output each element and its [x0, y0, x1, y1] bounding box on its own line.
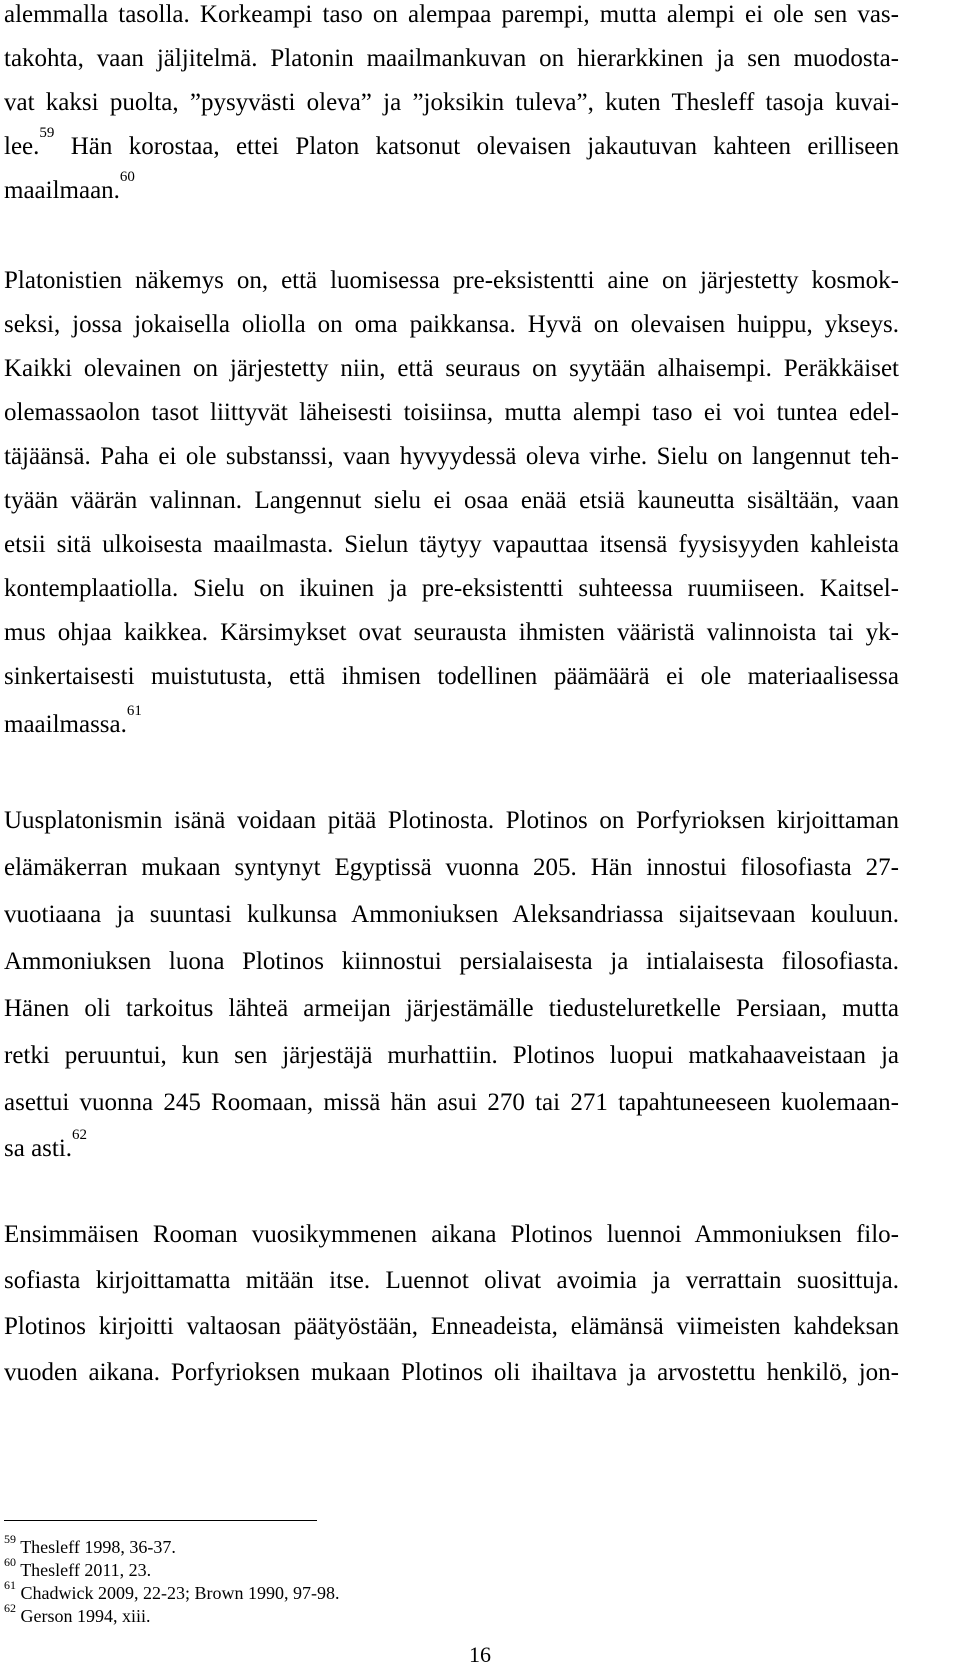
footnote-59	[4, 1532, 176, 1558]
text-line-with-footnote	[4, 1127, 88, 1164]
text-line: asettui vuonna 245 Roomaan, missä hän asui 270 tai 271 tapahtuneeseen kuolemaan-	[4, 1089, 899, 1116]
footnote-number: 59	[4, 1532, 16, 1546]
footnote-ref-59[interactable]: 59	[39, 125, 55, 141]
text-line: retki peruuntui, kun sen järjestäjä murhattiin. Plotinos luopui matkahaaveistaan ja	[4, 1042, 899, 1069]
text-line: olemassaolon tasot liittyvät läheisesti toisiinsa, mutta alempi taso ei voi tuntea edel-	[4, 399, 899, 426]
text-fragment: lee.	[4, 133, 40, 160]
text-line: sinkertaisesti muistutusta, että ihmisen todellinen päämäärä ei ole materiaalisessa	[4, 663, 899, 690]
text-line: täjäänsä. Paha ei ole substanssi, vaan hyvyydessä oleva virhe. Sielu on langennut teh-	[4, 443, 899, 470]
text-line: alemmalla tasolla. Korkeampi taso on alempaa parempi, mutta alempi ei ole sen vas-	[4, 1, 899, 28]
text-fragment: maailmaan.	[4, 177, 120, 204]
text-line-with-footnote	[4, 169, 135, 206]
text-fragment: sa asti.	[4, 1135, 73, 1162]
text-line: Plotinos kirjoitti valtaosan päätyöstään, Enneadeista, elämänsä viimeisten kahdeksan	[4, 1313, 899, 1340]
text-line: kontemplaatiolla. Sielu on ikuinen ja pre-eksistentti suhteessa ruumiiseen. Kaitsel-	[4, 575, 899, 602]
footnote-ref-60[interactable]: 60	[119, 169, 135, 185]
text-line: Ammoniuksen luona Plotinos kiinnostui persialaisesta ja intialaisesta filosofiasta.	[4, 948, 899, 975]
text-line: sofiasta kirjoittamatta mitään itse. Luennot olivat avoimia ja verrattain suosittuja.	[4, 1267, 899, 1294]
text-line: Hänen oli tarkoitus lähteä armeijan järjestämälle tiedusteluretkelle Persiaan, mutta	[4, 995, 899, 1022]
footnote-number: 60	[4, 1555, 16, 1569]
footnote-61	[4, 1578, 340, 1604]
text-line: vat kaksi puolta, ”pysyvästi oleva” ja ”joksikin tuleva”, kuten Thesleff tasoja kuvai-	[4, 89, 899, 116]
footnote-text: Gerson 1994, xiii.	[20, 1606, 151, 1626]
footnote-ref-61[interactable]: 61	[126, 703, 142, 719]
text-line: elämäkerran mukaan syntynyt Egyptissä vuonna 205. Hän innostui filosofiasta 27-	[4, 854, 899, 881]
text-line: vuoden aikana. Porfyrioksen mukaan Plotinos oli ihailtava ja arvostettu henkilö, jon-	[4, 1359, 899, 1386]
footnote-62	[4, 1601, 151, 1627]
footnote-ref-62[interactable]: 62	[72, 1127, 88, 1143]
text-line: etsii sitä ulkoisesta maailmasta. Sielun täytyy vapauttaa itsensä fyysisyyden kahleista	[4, 531, 899, 558]
text-line: Ensimmäisen Rooman vuosikymmenen aikana Plotinos luennoi Ammoniuksen filo-	[4, 1221, 899, 1248]
text-line: takohta, vaan jäljitelmä. Platonin maailmankuvan on hierarkkinen ja sen muodosta-	[4, 45, 899, 72]
text-line-with-footnote	[4, 125, 899, 162]
footnote-text: Thesleff 1998, 36-37.	[20, 1537, 176, 1557]
text-line: Uusplatonismin isänä voidaan pitää Plotinosta. Plotinos on Porfyrioksen kirjoittaman	[4, 807, 899, 834]
text-fragment: Hän korostaa, ettei Platon katsonut olevaisen jakautuvan kahteen erilliseen	[70, 133, 899, 160]
footnote-number: 62	[4, 1601, 16, 1615]
text-line: mus ohjaa kaikkea. Kärsimykset ovat seurausta ihmisten vääristä valinnoista tai yk-	[4, 619, 899, 646]
text-line: tyään väärän valinnan. Langennut sielu ei osaa enää etsiä kauneutta sisältään, vaan	[4, 487, 899, 514]
footnote-text: Chadwick 2009, 22-23; Brown 1990, 97-98.	[20, 1583, 340, 1603]
footnote-60	[4, 1555, 152, 1581]
text-line: seksi, jossa jokaisella oliolla on oma paikkansa. Hyvä on olevaisen huippu, ykseys.	[4, 311, 899, 338]
footnote-number: 61	[4, 1578, 16, 1592]
page-number: 16	[469, 1642, 491, 1667]
footnote-separator	[4, 1520, 317, 1521]
text-line: Kaikki olevainen on järjestetty niin, että seuraus on syytään alhaisempi. Peräkkäiset	[4, 355, 899, 382]
text-line: Platonistien näkemys on, että luomisessa pre-eksistentti aine on järjestetty kosmok-	[4, 267, 899, 294]
text-line-with-footnote	[4, 703, 142, 740]
text-line: vuotiaana ja suuntasi kulkunsa Ammoniuksen Aleksandriassa sijaitsevaan kouluun.	[4, 901, 899, 928]
text-fragment: maailmassa.	[4, 711, 127, 738]
footnote-text: Thesleff 2011, 23.	[20, 1560, 152, 1580]
